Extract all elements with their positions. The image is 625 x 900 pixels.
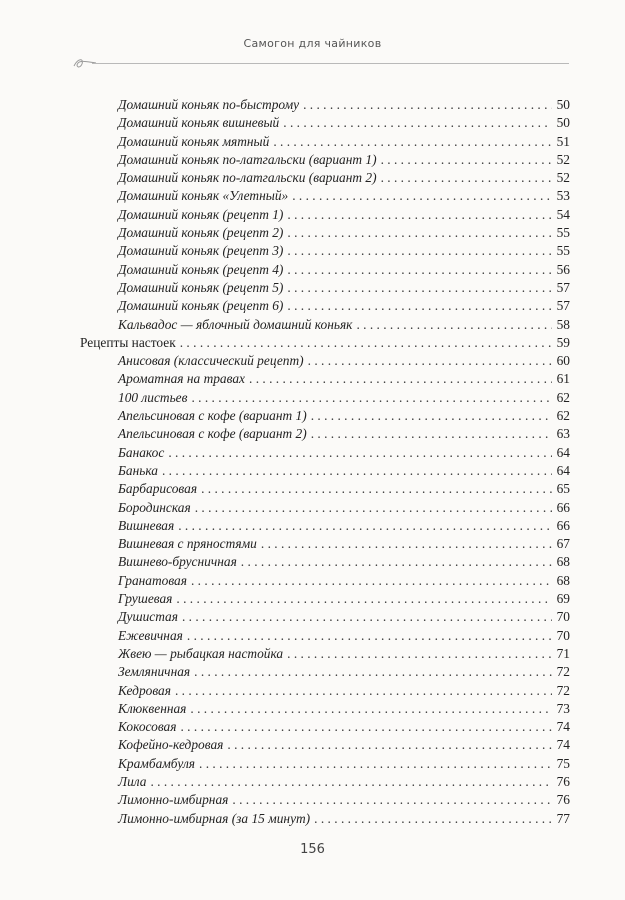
dot-leader [249,370,552,388]
toc-entry-title: Апельсиновая с кофе (вариант 1) [118,408,307,424]
toc-entry-title: Кедровая [118,682,171,698]
toc-entry-title: Домашний коньяк по-латгальски (вариант 2) [118,170,377,186]
toc-entry-page: 50 [556,115,570,131]
toc-entry-title: Анисовая (классический рецепт) [118,353,304,369]
toc-entry-page: 64 [556,444,570,460]
toc-entry-page: 59 [556,334,570,350]
dot-leader [241,553,552,571]
toc-entry-title: Домашний коньяк (рецепт 5) [118,279,284,295]
toc-entry [80,736,570,754]
toc-entry-page: 64 [556,462,570,478]
toc-entry [80,462,570,480]
toc-entry-page: 68 [556,554,570,570]
toc-entry-page: 66 [556,499,570,515]
toc-entry [80,535,570,553]
dot-leader [381,169,552,187]
toc-entry-page: 70 [556,627,570,643]
toc-entry [80,261,570,279]
toc-entry-title: Домашний коньяк по-быстрому [118,97,300,112]
dot-leader [303,96,552,114]
toc-entry [80,627,570,645]
toc-entry-page: 76 [556,792,570,808]
toc-entry-title: Домашний коньяк (рецепт 4) [118,261,284,277]
toc-entry [80,444,570,462]
dot-leader [287,279,552,297]
toc-entry-title: Крамбамбуля [118,755,196,771]
dot-leader [283,114,552,132]
toc-entry [80,279,570,297]
toc-entry [80,700,570,718]
toc-entry [80,553,570,571]
toc-entry-title: Грушевая [118,591,173,607]
dot-leader [292,187,552,205]
toc-entry-title: 100 листьев [118,389,188,405]
toc-entry-title: Домашний коньяк «Улетный» [118,188,289,204]
toc-entry-page: 62 [556,408,570,424]
toc-entry-page: 70 [556,609,570,625]
toc-entry-title: Бородинская [118,499,191,515]
toc-entry-page: 65 [556,481,570,497]
toc-entry [80,682,570,700]
dot-leader [191,389,552,407]
toc-entry-page: 52 [556,170,570,186]
toc-entry-title: Домашний коньяк (рецепт 2) [118,225,284,241]
dot-leader [175,682,552,700]
dot-leader [356,316,552,334]
toc-entry-page: 72 [556,664,570,680]
toc-entry [80,425,570,443]
dot-leader [194,663,552,681]
toc-entry-page: 69 [556,591,570,607]
toc-entry-title: Вишневая с пряностями [118,536,257,552]
toc-entry [80,590,570,608]
toc-entry-title: Душистая [118,609,178,625]
dot-leader [311,425,552,443]
toc-entry-title: Ароматная на травах [118,371,245,387]
dot-leader [287,261,552,279]
toc-entry [80,389,570,407]
dot-leader [201,480,552,498]
dot-leader [232,791,552,809]
toc-entry-title: Кокосовая [118,719,177,735]
toc-entry-page: 62 [556,389,570,405]
toc-entry [80,151,570,169]
toc-entry-page: 77 [556,810,570,826]
toc-entry-page: 72 [556,682,570,698]
toc-entry-title: Лимонно-имбирная [118,792,229,808]
toc-entry [80,517,570,535]
toc-entry-title: Гранатовая [118,572,187,588]
toc-entry-page: 71 [556,645,570,661]
dot-leader [187,627,552,645]
dot-leader [190,700,552,718]
dot-leader [182,608,552,626]
toc-entry-title: Домашний коньяк вишневый [118,115,280,131]
toc-entry [80,810,570,828]
toc-entry-title: Домашний коньяк (рецепт 3) [118,243,284,259]
toc-entry-page: 66 [556,517,570,533]
toc-entry-page: 56 [556,261,570,277]
toc-entry [80,407,570,425]
toc-entry-title: Кальвадос — яблочный домашний коньяк [118,316,353,332]
toc-entry-title: Лила [118,773,147,789]
toc-entry [80,718,570,736]
dot-leader [180,718,552,736]
toc-entry-title: Домашний коньяк по-латгальски (вариант 1) [118,151,377,167]
toc-entry [80,645,570,663]
toc-entry-title: Вишневая [118,517,175,533]
dot-leader [287,297,552,315]
toc-entry-page: 55 [556,243,570,259]
toc-entry-page: 50 [556,97,570,112]
toc-entry-page: 53 [556,188,570,204]
toc-entry [80,791,570,809]
toc-section [80,334,570,352]
toc-entry-page: 57 [556,298,570,314]
toc-entry-title: Кофейно-кедровая [118,737,224,753]
toc-entry [80,316,570,334]
toc-entry-title: Банакос [118,444,165,460]
dot-leader [180,334,552,352]
dot-leader [227,736,552,754]
toc-entry-title: Ежевичная [118,627,183,643]
toc-entry-title: Вишнево-брусничная [118,554,237,570]
dot-leader [381,151,552,169]
toc-entry [80,224,570,242]
toc-entry-page: 57 [556,279,570,295]
dot-leader [287,224,552,242]
toc-entry [80,352,570,370]
dot-leader [162,462,552,480]
toc-entry [80,187,570,205]
toc-entry-page: 51 [556,133,570,149]
toc-entry-page: 73 [556,700,570,716]
toc-entry-page: 68 [556,572,570,588]
toc-entry [80,242,570,260]
toc-entry [80,480,570,498]
toc-entry-page: 63 [556,426,570,442]
toc-entry-page: 74 [556,719,570,735]
toc-entry [80,297,570,315]
toc-entry [80,370,570,388]
toc-entry [80,96,570,114]
toc-entry [80,773,570,791]
toc-entry-page: 76 [556,773,570,789]
table-of-contents [80,96,570,828]
toc-entry [80,663,570,681]
toc-entry [80,755,570,773]
toc-entry-title: Клюквенная [118,700,187,716]
dot-leader [287,206,552,224]
dot-leader [150,773,552,791]
dot-leader [168,444,552,462]
toc-entry [80,169,570,187]
toc-entry-page: 75 [556,755,570,771]
toc-entry-title: Жвею — рыбацкая настойка [118,645,284,661]
toc-entry [80,608,570,626]
toc-entry-page: 61 [556,371,570,387]
toc-entry [80,572,570,590]
dot-leader [178,517,552,535]
toc-entry-title: Земляничная [118,664,191,680]
dot-leader [311,407,552,425]
dot-leader [195,499,552,517]
toc-entry-title: Апельсиновая с кофе (вариант 2) [118,426,307,442]
toc-entry-title: Рецепты настоек [80,334,176,350]
dot-leader [191,572,552,590]
toc-entry-page: 55 [556,225,570,241]
toc-entry-page: 74 [556,737,570,753]
toc-entry-page: 67 [556,536,570,552]
dot-leader [176,590,552,608]
toc-entry [80,499,570,517]
toc-entry-page: 60 [556,353,570,369]
toc-entry-title: Домашний коньяк (рецепт 1) [118,206,284,222]
header-rule [92,63,569,64]
dot-leader [199,755,552,773]
toc-entry-title: Лимонно-имбирная (за 15 минут) [118,810,311,826]
page-number: 156 [300,842,325,857]
toc-entry [80,206,570,224]
toc-entry-title: Домашний коньяк мятный [118,133,270,149]
dot-leader [287,242,552,260]
dot-leader [314,810,552,828]
dot-leader [308,352,552,370]
running-title: Самогон для чайников [243,37,382,50]
dot-leader [273,133,552,151]
dot-leader [287,645,552,663]
toc-entry-title: Барбарисовая [118,481,198,497]
toc-entry [80,114,570,132]
toc-entry-page: 58 [556,316,570,332]
toc-entry-page: 52 [556,151,570,167]
toc-entry-page: 54 [556,206,570,222]
toc-entry-title: Банька [118,462,158,478]
toc-entry-title: Домашний коньяк (рецепт 6) [118,298,284,314]
dot-leader [261,535,552,553]
toc-entry [80,133,570,151]
